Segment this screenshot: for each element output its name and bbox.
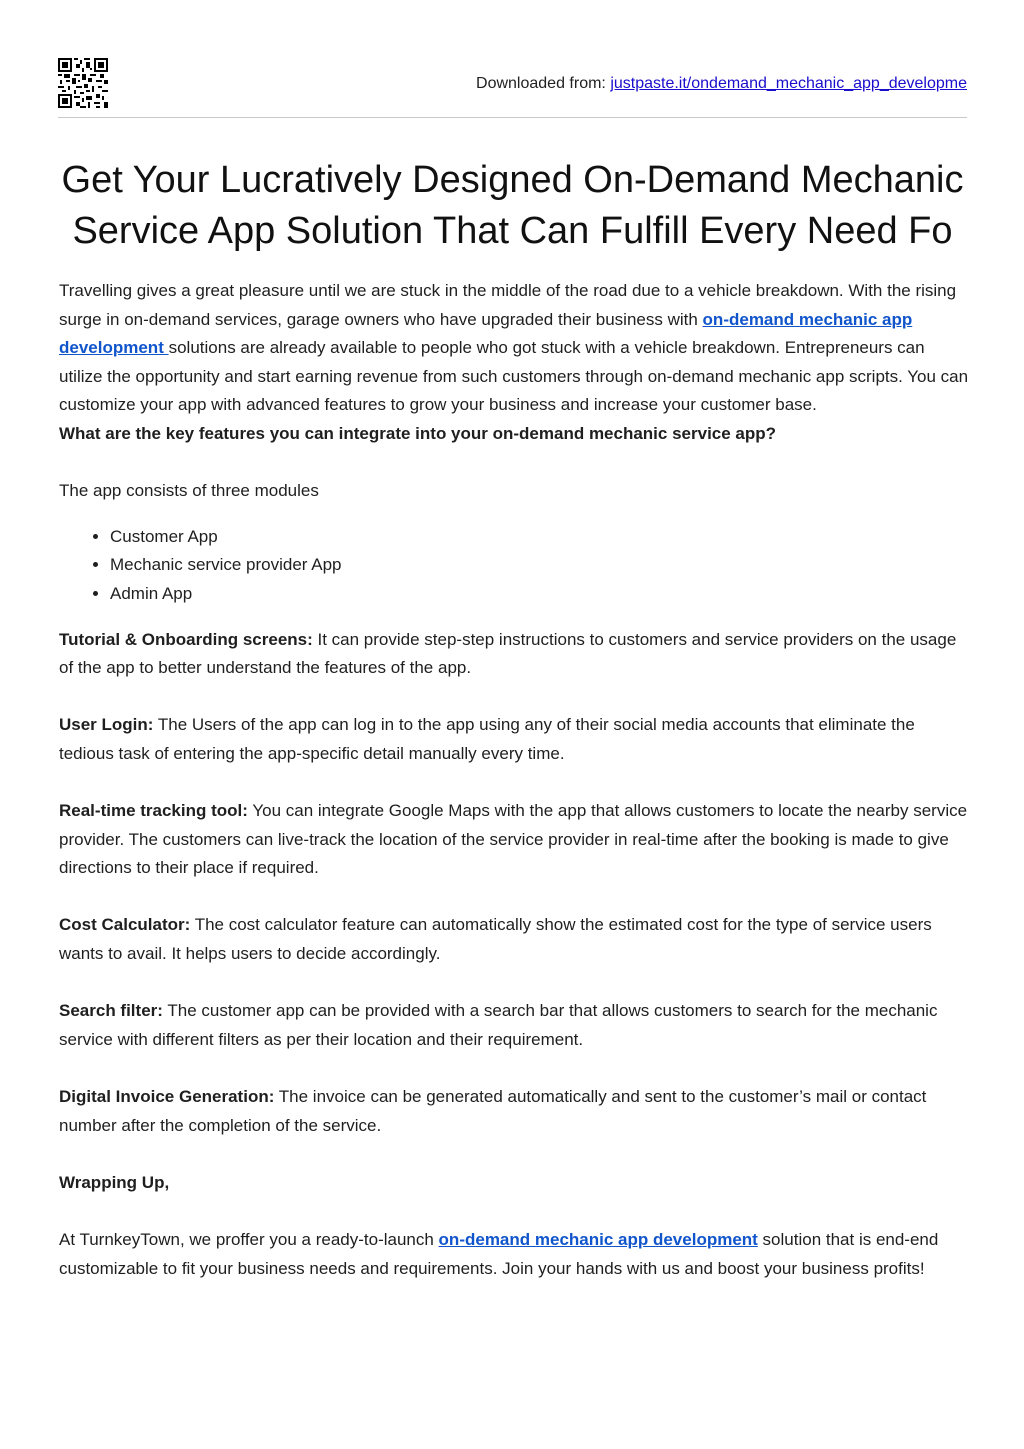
feature-tutorial <box>59 626 969 683</box>
feature-label: Digital Invoice Generation: <box>59 1087 275 1107</box>
feature-text: The cost calculator feature can automatically show the estimated cost for the type of service users wants to avail. It helps users to decide accordingly. <box>59 915 932 964</box>
feature-text: It can provide step-step instructions to customers and service providers on the usage of the app to better understand the features of the app. <box>59 629 957 678</box>
intro-text-start: Travelling gives a great pleasure until we are stuck in the middle of the road due to a vehicle breakdown. With the rising surge in on-demand services, garage owners who have upgraded their business with <box>59 281 957 329</box>
feature-label: Cost Calculator: <box>59 915 191 935</box>
conclusion-paragraph <box>59 1226 969 1283</box>
list-item: • Customer App <box>110 523 969 552</box>
feature-text: The Users of the app can log in to the app using any of their social media accounts that eliminate the tedious task of entering the app-specific detail manually every time. <box>59 715 915 763</box>
key-features-question: What are the key features you can integrate into your on-demand mechanic service app? <box>59 423 777 443</box>
feature-text: The invoice can be generated automatically and sent to the customer’s mail or contact number after the completion of the service. <box>59 1087 927 1135</box>
list-item: • Admin App <box>110 580 969 609</box>
intro-link[interactable]: on-demand mechanic app development <box>59 309 913 358</box>
modules-intro: The app consists of three modules <box>59 481 319 501</box>
feature-invoice <box>59 1083 969 1140</box>
feature-label: User Login: <box>59 715 154 735</box>
downloaded-prefix: Downloaded from: <box>476 75 611 92</box>
conclusion-text-start: At TurnkeyTown, we proffer you a ready-to-launch <box>59 1230 439 1249</box>
header-divider <box>58 117 967 118</box>
page-title: Get Your Lucratively Designed On-Demand Mechanic Service App Solution That Can Fulfill Every Need Fo <box>61 159 964 252</box>
intro-paragraph <box>59 277 969 420</box>
page-header <box>58 58 967 118</box>
modules-list <box>59 523 969 609</box>
feature-text: You can integrate Google Maps with the app that allows customers to locate the nearby service provider. The customers can live-track the location of the service provider in real-time after the booking is made to give directions to their place if required. <box>59 801 968 878</box>
feature-text: The customer app can be provided with a search bar that allows customers to search for the mechanic service with different filters as per their location and their requirement. <box>59 1001 938 1049</box>
feature-cost-calculator <box>59 911 969 968</box>
feature-label: Search filter: <box>59 1001 163 1021</box>
conclusion-link[interactable]: on-demand mechanic app development <box>438 1230 758 1249</box>
conclusion-text-end: solution that is end-end customizable to fit your business needs and requirements. Join your hands with us and boost your business profits! <box>59 1230 939 1278</box>
feature-tracking <box>59 797 969 883</box>
article-body <box>59 277 969 1283</box>
feature-search-filter <box>59 997 969 1054</box>
qr-code-icon <box>58 58 108 108</box>
wrapping-up-heading: Wrapping Up, <box>59 1172 170 1192</box>
source-link[interactable]: justpaste.it/ondemand_mechanic_app_developme <box>610 75 967 92</box>
feature-label: Real-time tracking tool: <box>59 801 248 821</box>
intro-text-end: solutions are already available to people who got stuck with a vehicle breakdown. Entrepreneurs can utilize the opportunity and start earning revenue from such customers through on-demand mechanic app scripts. You can customize your app with advanced features to grow your business and increase your customer base. <box>59 338 969 415</box>
feature-user-login <box>59 711 969 768</box>
list-item: • Mechanic service provider App <box>110 551 969 580</box>
downloaded-from-note <box>476 75 967 93</box>
feature-label: Tutorial & Onboarding screens: <box>59 629 313 649</box>
